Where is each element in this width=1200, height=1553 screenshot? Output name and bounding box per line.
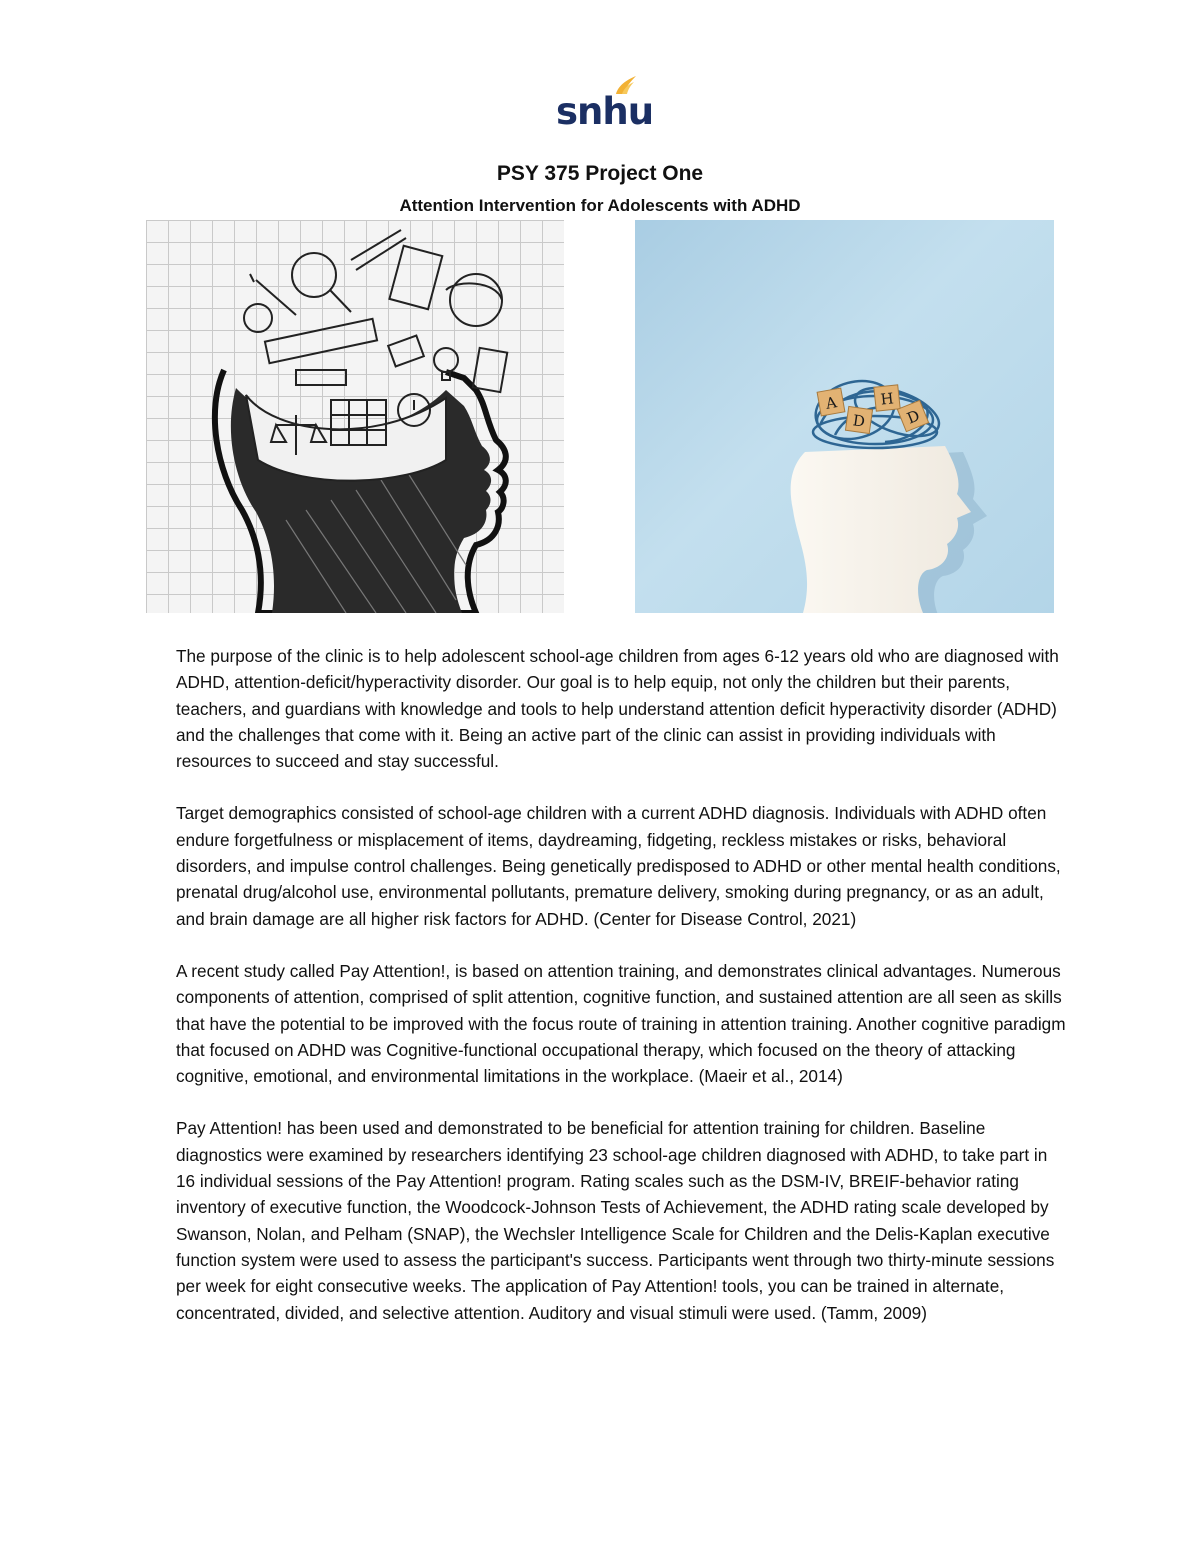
paragraph-purpose: The purpose of the clinic is to help adolescent school-age children from ages 6-12 years old who are diagnosed with ADHD, attention-deficit/hyperactivity disorder. Our goal is to help equip, not only the children but their parents, teachers, and guardians with knowledge and tools to help understand attention deficit hyperactivity disorder (ADHD) and the challenges that come with it. Being an active part of the clinic can assist in providing individuals with resources to succeed and stay successful. (176, 646, 1059, 772)
tile-d1: D (851, 411, 867, 431)
tile-h: H (879, 389, 895, 409)
body-text (176, 643, 1066, 1352)
snhu-logo (556, 74, 654, 134)
paper-head-image (635, 220, 1054, 613)
paper-head (791, 446, 971, 613)
paragraph-study: A recent study called Pay Attention!, is based on attention training, and demonstrates clinical advantages. Numerous components of attention, comprised of split attention, cognitive function, and sustained attention are all seen as skills that have the potential to be improved with the focus route of training in attention training. Another cognitive paradigm that focused on ADHD was Cognitive-functional occupational therapy, which focused on the theory of attacking cognitive, emotional, and environmental limitations in the workplace. (Maeir et al., 2014) (176, 960, 1066, 1087)
page-subtitle: Attention Intervention for Adolescents with ADHD (399, 196, 801, 215)
logo-text: snhu (556, 90, 654, 133)
paragraph-demographics: Target demographics consisted of school-age children with a current ADHD diagnosis. Individuals with ADHD often endure forgetfulness or misplacement of items, daydreaming, fidgeting, reckless mistakes or risks, behavioral disorders, and impulse control challenges. Being genetically predisposed to ADHD or other mental health conditions, prenatal drug/alcohol use, environmental pollutants, premature delivery, smoking during pregnancy, or as an adult, and brain damage are all higher risk factors for ADHD. (Center for Disease Control, 2021) (176, 803, 1061, 929)
sketch-head-image (146, 220, 564, 613)
page-title: PSY 375 Project One (496, 162, 704, 185)
tile-d2: D (904, 406, 923, 428)
tile-a: A (824, 393, 839, 413)
paragraph-pay-attention: Pay Attention! has been used and demonstrated to be beneficial for attention training for children. Baseline diagnostics were examined by researchers identifying 23 school-age children diagnosed with ADHD, to take part in 16 individual sessions of the Pay Attention! program. Rating scales such as the DSM-IV, BREIF-behavior rating inventory of executive function, the Woodcock-Johnson Tests of Achievement, the ADHD rating scale developed by Swanson, Nolan, and Pelham (SNAP), the Wechsler Intelligence Scale for Children and the Delis-Kaplan executive function system were used to assess the participant's success. Participants went through two thirty-minute sessions per week for eight consecutive weeks. The application of Pay Attention! tools, you can be trained in alternate, concentrated, divided, and selective attention. Auditory and visual stimuli were used. (Tamm, 2009) (176, 1118, 1055, 1323)
